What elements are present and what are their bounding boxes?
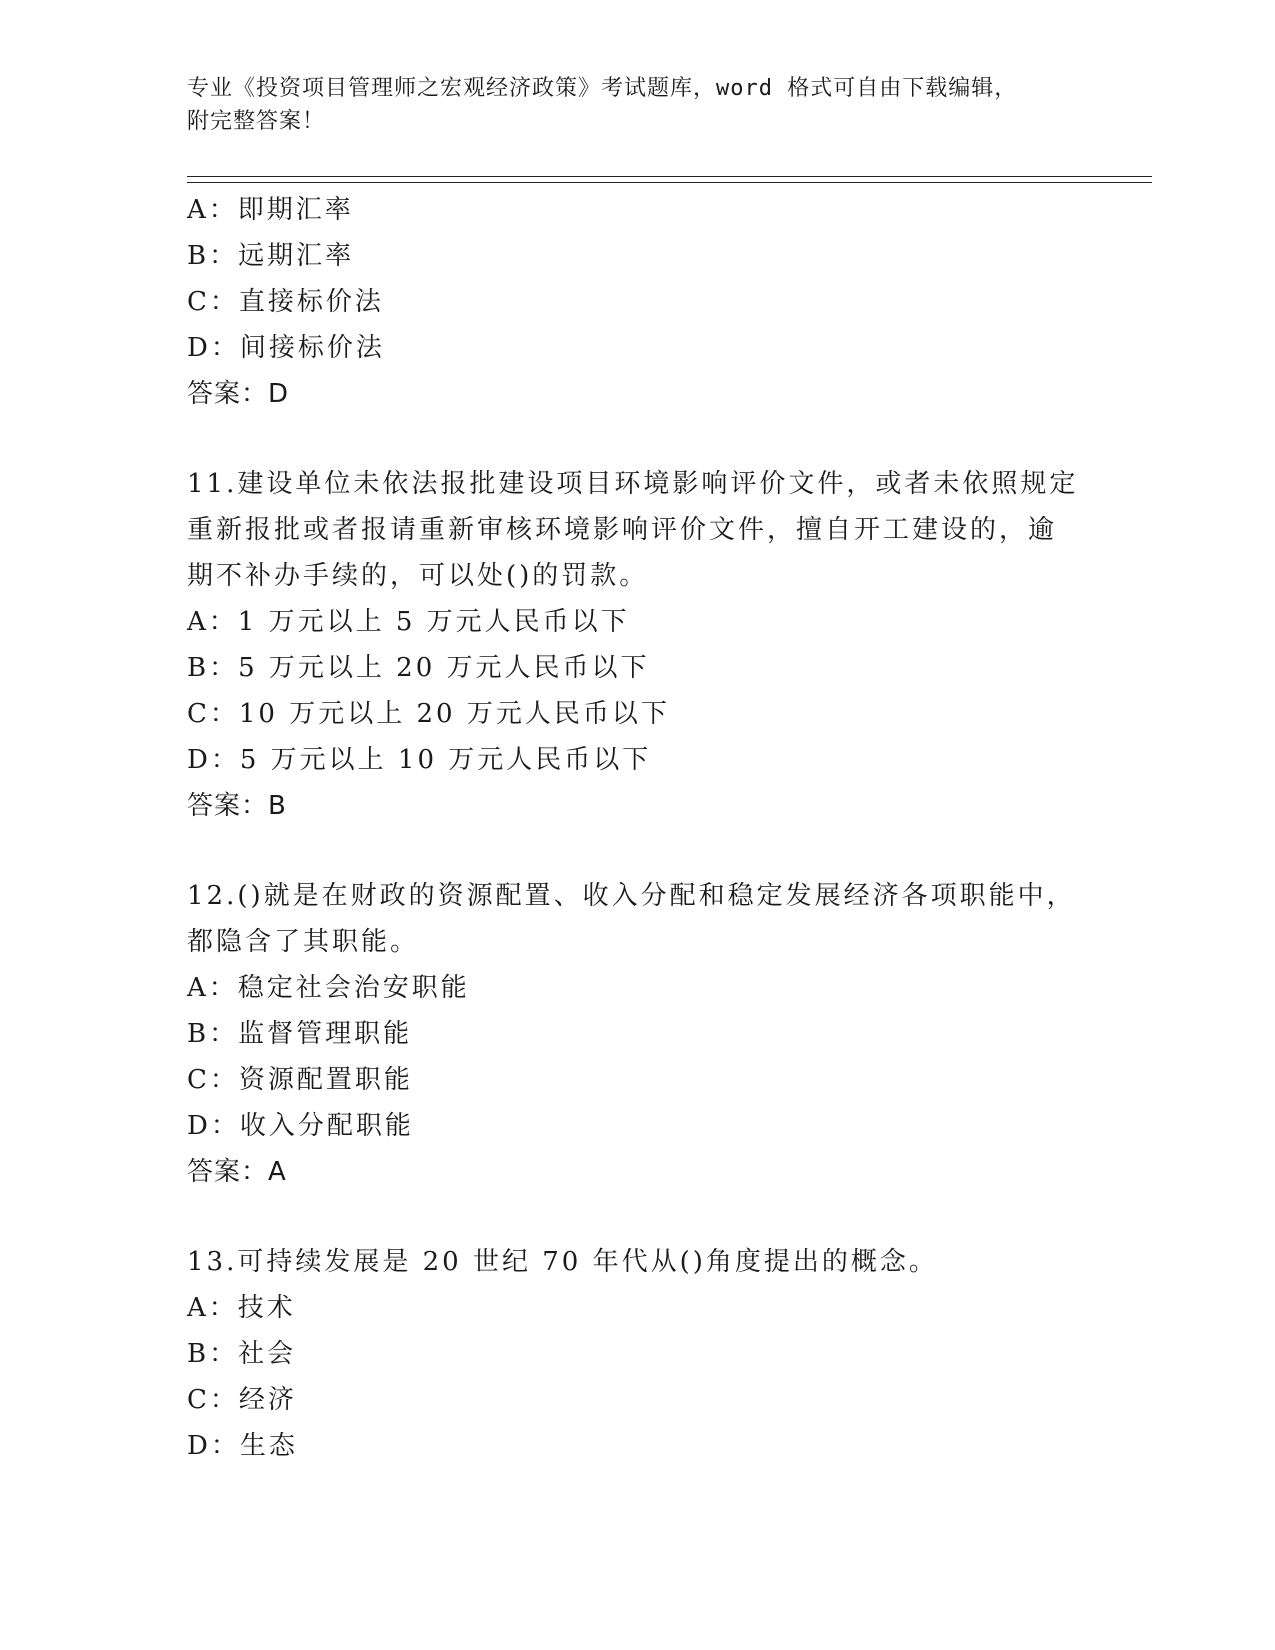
option-a: A：即期汇率 — [187, 195, 354, 225]
spacer — [187, 417, 1087, 461]
header-line-2: 附完整答案！ — [187, 109, 326, 134]
question-stem-line: 重新报批或者报请重新审核环境影响评价文件，擅自开工建设的，逾 — [187, 515, 1058, 545]
document-header — [187, 72, 1067, 138]
answer: 答案：B — [187, 791, 287, 821]
question-stem-line: 期不补办手续的，可以处()的罚款。 — [187, 561, 649, 591]
option-d: D：5 万元以上 10 万元人民币以下 — [187, 745, 652, 775]
option-c: C：10 万元以上 20 万元人民币以下 — [187, 699, 670, 729]
option-d: D：收入分配职能 — [187, 1111, 414, 1141]
question-content — [187, 187, 1087, 1469]
question-13 — [187, 1239, 1087, 1469]
header-line-1: 专业《投资项目管理师之宏观经济政策》考试题库，word 格式可自由下载编辑， — [187, 76, 1018, 101]
spacer — [187, 1195, 1087, 1239]
option-c: C：资源配置职能 — [187, 1065, 413, 1095]
question-stem-line: 12.()就是在财政的资源配置、收入分配和稳定发展经济各项职能中， — [187, 881, 1076, 911]
question-stem-line: 13.可持续发展是 20 世纪 70 年代从()角度提出的概念。 — [187, 1247, 938, 1277]
answer: 答案：D — [187, 379, 290, 409]
option-d: D：间接标价法 — [187, 333, 385, 363]
option-b: B：社会 — [187, 1339, 297, 1369]
option-b: B：5 万元以上 20 万元人民币以下 — [187, 653, 650, 683]
option-c: C：直接标价法 — [187, 287, 384, 317]
question-11 — [187, 461, 1087, 829]
option-d: D：生态 — [187, 1431, 298, 1461]
option-c: C：经济 — [187, 1385, 297, 1415]
option-a: A：1 万元以上 5 万元人民币以下 — [187, 607, 630, 637]
header-rule-bottom — [187, 182, 1152, 183]
question-10 — [187, 187, 1087, 417]
option-a: A：技术 — [187, 1293, 296, 1323]
option-a: A：稳定社会治安职能 — [187, 973, 470, 1003]
header-rule-top — [187, 176, 1152, 177]
question-12 — [187, 873, 1087, 1195]
question-stem-line: 11.建设单位未依法报批建设项目环境影响评价文件，或者未依照规定 — [187, 469, 1079, 499]
spacer — [187, 829, 1087, 873]
option-b: B：监督管理职能 — [187, 1019, 413, 1049]
option-b: B：远期汇率 — [187, 241, 355, 271]
question-stem-line: 都隐含了其职能。 — [187, 927, 420, 957]
answer: 答案：A — [187, 1157, 287, 1187]
